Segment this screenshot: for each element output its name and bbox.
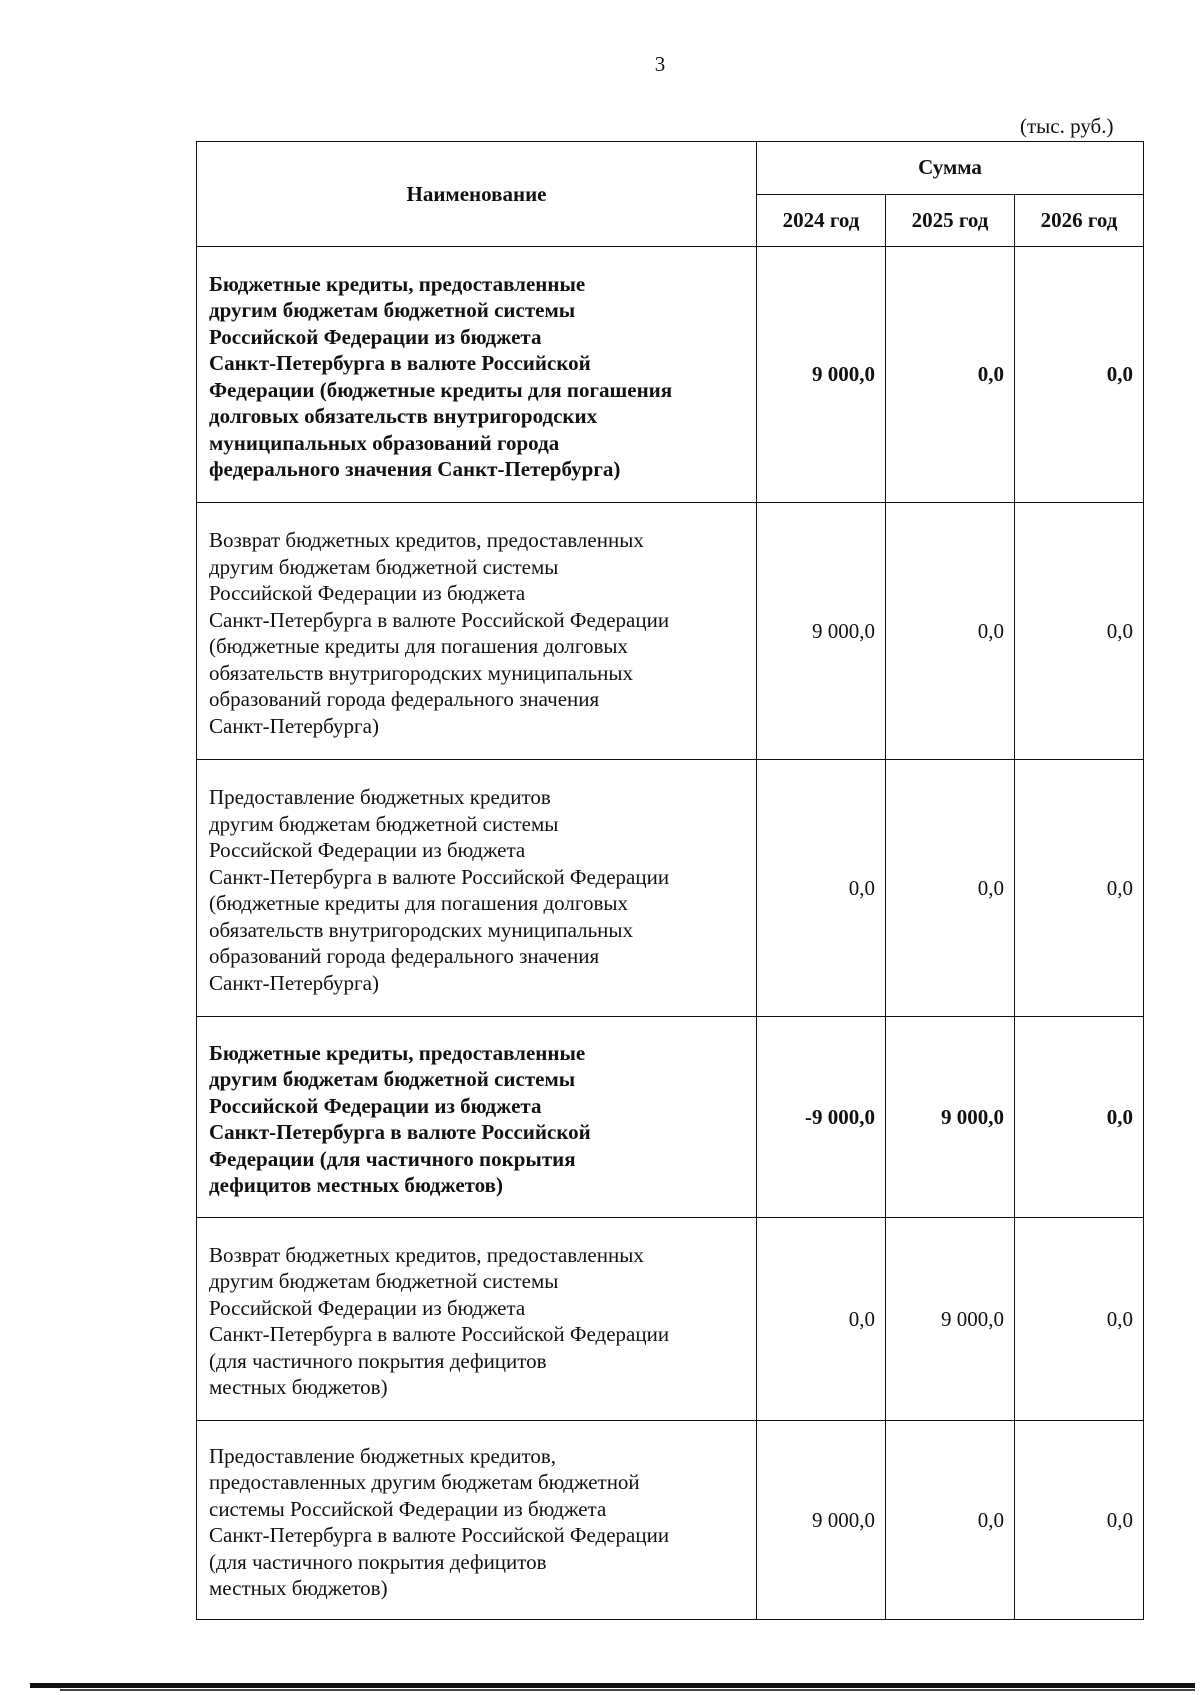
row-name-line: Санкт-Петербурга) [209,970,379,995]
row-name-line: системы Российской Федерации из бюджета [209,1496,607,1521]
row-name-line: другим бюджетам бюджетной системы [209,811,559,836]
row-name-cell [197,1421,757,1620]
value-2026: 0,0 [1015,760,1144,1017]
table-body [197,247,1144,1620]
row-name-line: Российской Федерации из бюджета [209,324,542,349]
row-name-line: Санкт-Петербурга в валюте Российской Федерации [209,864,670,889]
header-year-2026: 2026 год [1015,194,1144,247]
row-name-line: предоставленных другим бюджетам бюджетной [209,1470,640,1494]
row-name-line: (бюджетные кредиты для погашения долговых [209,891,628,915]
value-2026: 0,0 [1015,1218,1144,1421]
row-name-line: федерального значения Санкт-Петербурга) [209,457,621,481]
row-name-cell [197,503,757,760]
value-2024: 9 000,0 [757,247,886,503]
row-name-line: Российской Федерации из бюджета [209,581,526,605]
row-name-line: Федерации (бюджетные кредиты для погашения [209,377,673,402]
row-name-line: дефицитов местных бюджетов) [209,1173,503,1197]
value-2026: 0,0 [1015,1017,1144,1218]
table-row [197,247,1144,503]
row-name-line: образований города федерального значения [209,944,600,968]
value-2025: 0,0 [886,760,1015,1017]
table-row [197,1017,1144,1218]
footer-divider [30,1683,1195,1688]
row-name-line: муниципальных образований города [209,430,560,455]
row-name-cell [197,1017,757,1218]
row-name-line: Санкт-Петербурга) [209,713,379,738]
row-name-line: местных бюджетов) [209,1576,388,1600]
value-2025: 0,0 [886,503,1015,760]
header-year-2024: 2024 год [757,194,886,247]
row-name-line: обязательств внутригородских муниципальных [209,660,634,685]
row-name-line: Санкт-Петербурга в валюте Российской [209,1120,591,1144]
row-name-line: Возврат бюджетных кредитов, предоставленных [209,528,644,552]
footer-divider-thin [60,1689,1195,1691]
header-sum: Сумма [757,142,1144,195]
value-2024: 9 000,0 [757,1421,886,1620]
row-name-line: Предоставление бюджетных кредитов [209,785,551,809]
row-name-line: Санкт-Петербурга в валюте Российской Федерации [209,607,670,632]
row-name-cell [197,760,757,1017]
header-name: Наименование [197,142,757,247]
table-row [197,503,1144,760]
row-name-line: (бюджетные кредиты для погашения долговых [209,634,628,658]
row-name-line: другим бюджетам бюджетной системы [209,1067,576,1091]
row-name-cell [197,1218,757,1421]
value-2024: 0,0 [757,760,886,1017]
value-2025: 0,0 [886,247,1015,503]
row-name-line: образований города федерального значения [209,687,600,711]
value-2024: 0,0 [757,1218,886,1421]
units-label: (тыс. руб.) [1020,114,1114,138]
table-row [197,1218,1144,1421]
value-2024: -9 000,0 [757,1017,886,1218]
table-row [197,760,1144,1017]
value-2026: 0,0 [1015,503,1144,760]
row-name-line: Российской Федерации из бюджета [209,1295,526,1320]
row-name-line: обязательств внутригородских муниципальных [209,917,634,942]
row-name-line: Бюджетные кредиты, предоставленные [209,1040,586,1065]
row-name-line: другим бюджетам бюджетной системы [209,1269,559,1293]
row-name-line: Федерации (для частичного покрытия [209,1146,576,1171]
value-2025: 9 000,0 [886,1218,1015,1421]
value-2025: 9 000,0 [886,1017,1015,1218]
row-name-line: Санкт-Петербурга в валюте Российской Федерации [209,1322,670,1346]
row-name-line: Санкт-Петербурга в валюте Российской [209,351,591,375]
header-year-2025: 2025 год [886,194,1015,247]
row-name-line: другим бюджетам бюджетной системы [209,554,559,579]
value-2025: 0,0 [886,1421,1015,1620]
row-name-line: Российской Федерации из бюджета [209,838,526,862]
row-name-line: Бюджетные кредиты, предоставленные [209,271,586,296]
budget-credits-table [196,141,1144,1620]
value-2024: 9 000,0 [757,503,886,760]
row-name-line: другим бюджетам бюджетной системы [209,298,576,322]
table-row [197,1421,1144,1620]
row-name-line: местных бюджетов) [209,1375,388,1399]
row-name-line: Предоставление бюджетных кредитов, [209,1443,557,1468]
row-name-line: Санкт-Петербурга в валюте Российской Федерации [209,1523,670,1547]
row-name-line: (для частичного покрытия дефицитов [209,1549,547,1574]
row-name-line: Российской Федерации из бюджета [209,1093,542,1118]
value-2026: 0,0 [1015,247,1144,503]
row-name-line: долговых обязательств внутригородских [209,404,598,428]
row-name-line: Возврат бюджетных кредитов, предоставленных [209,1242,644,1267]
row-name-cell [197,247,757,503]
row-name-line: (для частичного покрытия дефицитов [209,1348,547,1373]
page-number: 3 [654,52,666,76]
value-2026: 0,0 [1015,1421,1144,1620]
